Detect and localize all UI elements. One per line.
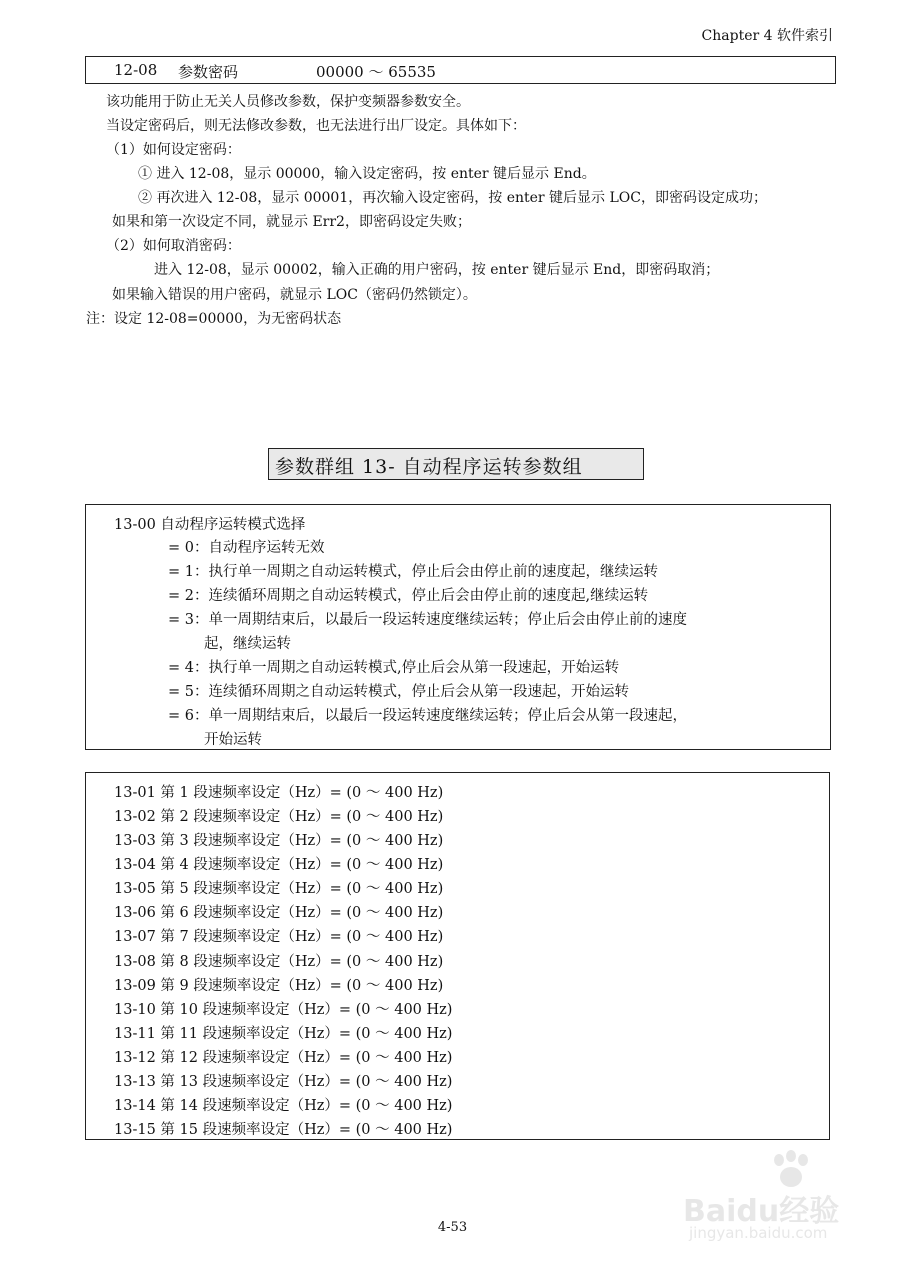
note-line: 注：设定 12-08=00000，为无密码状态 [86,311,342,327]
option-6-cont: 开始运转 [204,732,262,748]
page-number: 4-53 [437,1220,468,1235]
speed-param-row: 13-13 第 13 段速频率设定（Hz）= (0 ～ 400 Hz) [114,1074,453,1090]
speed-param-row: 13-09 第 9 段速频率设定（Hz）= (0 ～ 400 Hz) [114,978,444,994]
param-name: 参数密码 [178,63,239,81]
option-3-cont: 起，继续运转 [204,636,291,652]
speed-param-row: 13-14 第 14 段速频率设定（Hz）= (0 ～ 400 Hz) [114,1098,453,1114]
desc-line: （1）如何设定密码： [106,142,241,158]
desc-line: ① 进入 12-08，显示 00000，输入设定密码，按 enter 键后显示 End。 [138,166,596,182]
speed-param-row: 13-10 第 10 段速频率设定（Hz）= (0 ～ 400 Hz) [114,1002,453,1018]
speed-params-box [85,772,830,1140]
option-1: = 1：执行单一周期之自动运转模式，停止后会由停止前的速度起，继续运转 [168,564,658,580]
speed-param-row: 13-11 第 11 段速频率设定（Hz）= (0 ～ 400 Hz) [114,1026,453,1042]
watermark-url: jingyan.baidu.com [689,1224,828,1242]
desc-line: （2）如何取消密码： [106,238,241,254]
param-13-00-title: 13-00 自动程序运转模式选择 [114,517,306,533]
speed-param-row: 13-01 第 1 段速频率设定（Hz）= (0 ～ 400 Hz) [114,785,444,801]
desc-line: 进入 12-08，显示 00002，输入正确的用户密码，按 enter 键后显示 End，即密码取消； [154,262,720,278]
desc-line: 如果和第一次设定不同，就显示 Err2，即密码设定失败； [112,214,471,230]
option-6: = 6：单一周期结束后，以最后一段运转速度继续运转；停止后会从第一段速起， [168,708,687,724]
option-3: = 3：单一周期结束后，以最后一段运转速度继续运转；停止后会由停止前的速度 [168,612,687,628]
param-range: 00000 ～ 65535 [316,63,436,81]
option-5: = 5：连续循环周期之自动运转模式，停止后会从第一段速起，开始运转 [168,684,629,700]
desc-line: 如果输入错误的用户密码，就显示 LOC（密码仍然锁定）。 [112,287,477,303]
desc-line: 当设定密码后，则无法修改参数，也无法进行出厂设定。具体如下： [106,118,526,134]
speed-param-row: 13-06 第 6 段速频率设定（Hz）= (0 ～ 400 Hz) [114,905,444,921]
speed-param-row: 13-15 第 15 段速频率设定（Hz）= (0 ～ 400 Hz) [114,1122,453,1138]
chapter-header: Chapter 4 软件索引 [701,28,833,44]
desc-line: ② 再次进入 12-08，显示 00001，再次输入设定密码，按 enter 键后显示 LOC，即密码设定成功； [138,190,767,206]
param-13-00-box [85,504,831,750]
group-title: 参数群组 13- 自动程序运转参数组 [268,448,644,480]
option-2: = 2：连续循环周期之自动运转模式，停止后会由停止前的速度起,继续运转 [168,588,649,604]
param-code: 12-08 [114,61,158,79]
speed-param-row: 13-07 第 7 段速频率设定（Hz）= (0 ～ 400 Hz) [114,929,444,945]
param-12-08-header [85,56,836,84]
speed-param-row: 13-02 第 2 段速频率设定（Hz）= (0 ～ 400 Hz) [114,809,444,825]
option-4: = 4：执行单一周期之自动运转模式,停止后会从第一段速起，开始运转 [168,660,620,676]
speed-param-row: 13-05 第 5 段速频率设定（Hz）= (0 ～ 400 Hz) [114,881,444,897]
paw-icon [769,1150,813,1190]
speed-param-row: 13-03 第 3 段速频率设定（Hz）= (0 ～ 400 Hz) [114,833,444,849]
speed-param-row: 13-08 第 8 段速频率设定（Hz）= (0 ～ 400 Hz) [114,954,444,970]
speed-param-row: 13-04 第 4 段速频率设定（Hz）= (0 ～ 400 Hz) [114,857,444,873]
option-0: = 0：自动程序运转无效 [168,540,325,556]
watermark-brand: Baidu经验 [683,1194,840,1229]
speed-param-row: 13-12 第 12 段速频率设定（Hz）= (0 ～ 400 Hz) [114,1050,453,1066]
desc-line: 该功能用于防止无关人员修改参数，保护变频器参数安全。 [106,94,470,110]
